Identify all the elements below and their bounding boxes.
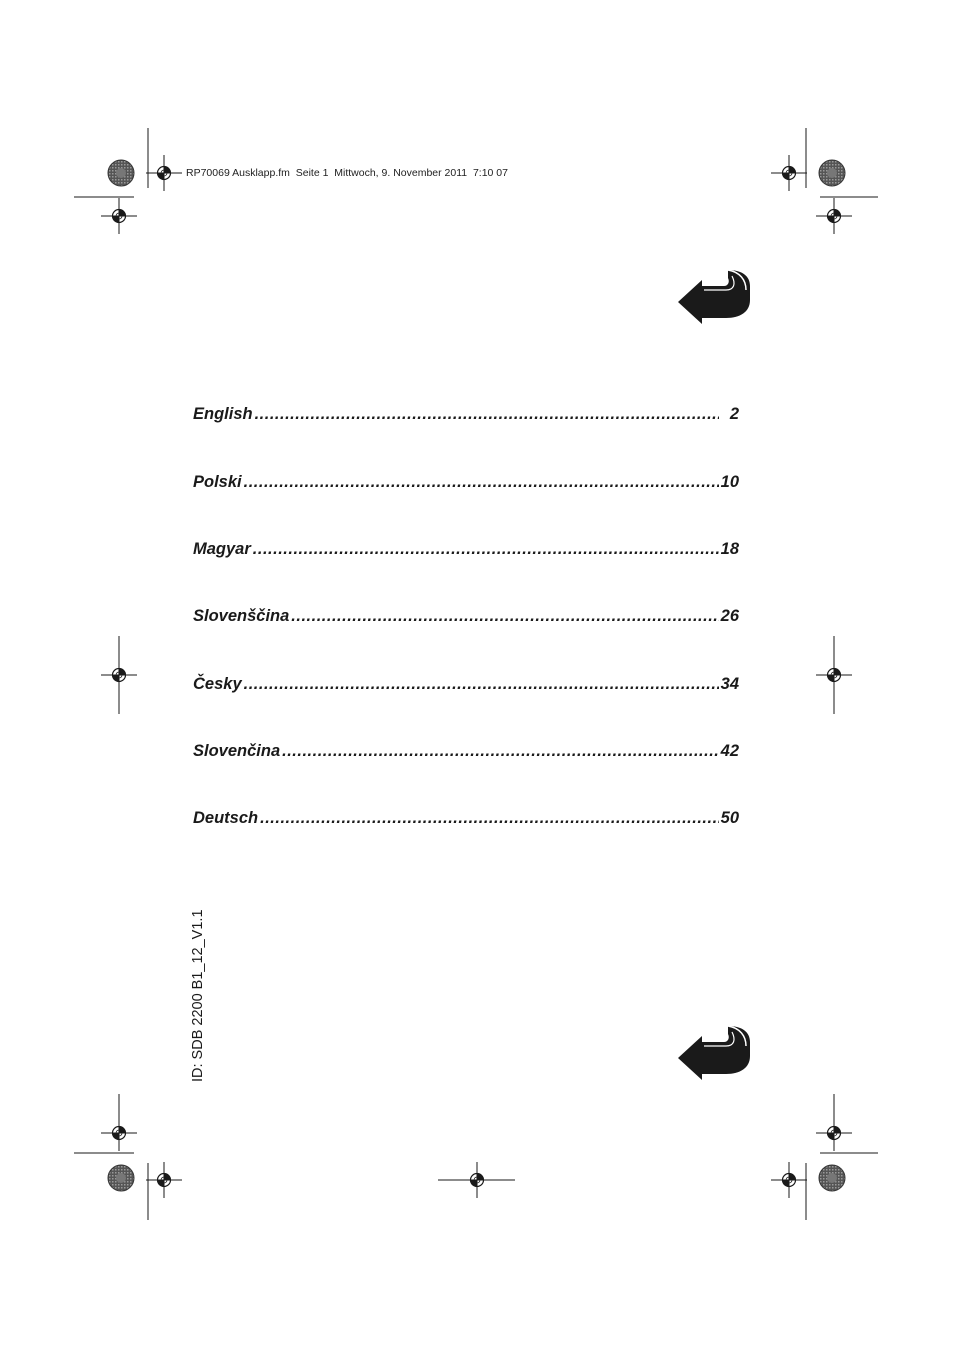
color-target-icon: [819, 160, 845, 186]
color-target-icon: [819, 1165, 845, 1191]
toc-page-number: 18: [720, 540, 739, 558]
toc-label: Česky: [193, 675, 242, 693]
toc-label: English: [193, 405, 253, 423]
color-target-icon: [108, 160, 134, 186]
toc-leader-dots: [260, 809, 719, 828]
registration-mark-icon: [816, 657, 852, 693]
toc-leader-dots: [282, 742, 719, 761]
toc-entry-cesky[interactable]: [193, 675, 739, 697]
registration-mark-icon: [771, 1162, 807, 1198]
toc-entry-slovencina[interactable]: [193, 742, 739, 764]
toc-page-number: 26: [720, 607, 739, 625]
toc-page-number: 34: [720, 675, 739, 693]
registration-mark-icon: [146, 155, 182, 191]
registration-mark-icon: [816, 198, 852, 234]
toc-page-number: 42: [720, 742, 739, 760]
file-info-header: RP70069 Ausklapp.fm Seite 1 Mittwoch, 9. November 2011 7:10 07: [186, 167, 508, 179]
toc-entry-polski[interactable]: [193, 473, 739, 495]
registration-mark-icon: [101, 198, 137, 234]
toc-label: Magyar: [193, 540, 251, 558]
registration-mark-icon: [146, 1162, 182, 1198]
toc-entry-magyar[interactable]: [193, 540, 739, 562]
registration-mark-icon: [816, 1115, 852, 1151]
toc-page-number: 10: [720, 473, 739, 491]
toc-leader-dots: [255, 405, 719, 424]
toc-leader-dots: [244, 473, 719, 492]
registration-mark-icon: [101, 657, 137, 693]
toc-entry-slovenscina[interactable]: [193, 607, 739, 629]
toc-leader-dots: [291, 607, 718, 626]
registration-mark-icon: [771, 155, 807, 191]
toc-leader-dots: [244, 675, 719, 694]
toc-label: Slovenščina: [193, 607, 290, 625]
toc-page-number: 2: [729, 405, 739, 423]
toc-label: Deutsch: [193, 809, 259, 827]
color-target-icon: [108, 1165, 134, 1191]
fold-back-arrow-icon: [676, 266, 754, 326]
document-id: ID: SDB 2200 B1_12_V1.1: [190, 909, 206, 1082]
fold-back-arrow-icon: [676, 1022, 754, 1082]
toc-entry-deutsch[interactable]: [193, 809, 739, 831]
toc-label: Slovenčina: [193, 742, 281, 760]
toc-leader-dots: [253, 540, 719, 559]
toc-entry-english[interactable]: [193, 405, 739, 427]
toc-page-number: 50: [720, 809, 739, 827]
registration-mark-icon: [101, 1115, 137, 1151]
toc-label: Polski: [193, 473, 242, 491]
registration-mark-icon: [438, 1162, 515, 1198]
